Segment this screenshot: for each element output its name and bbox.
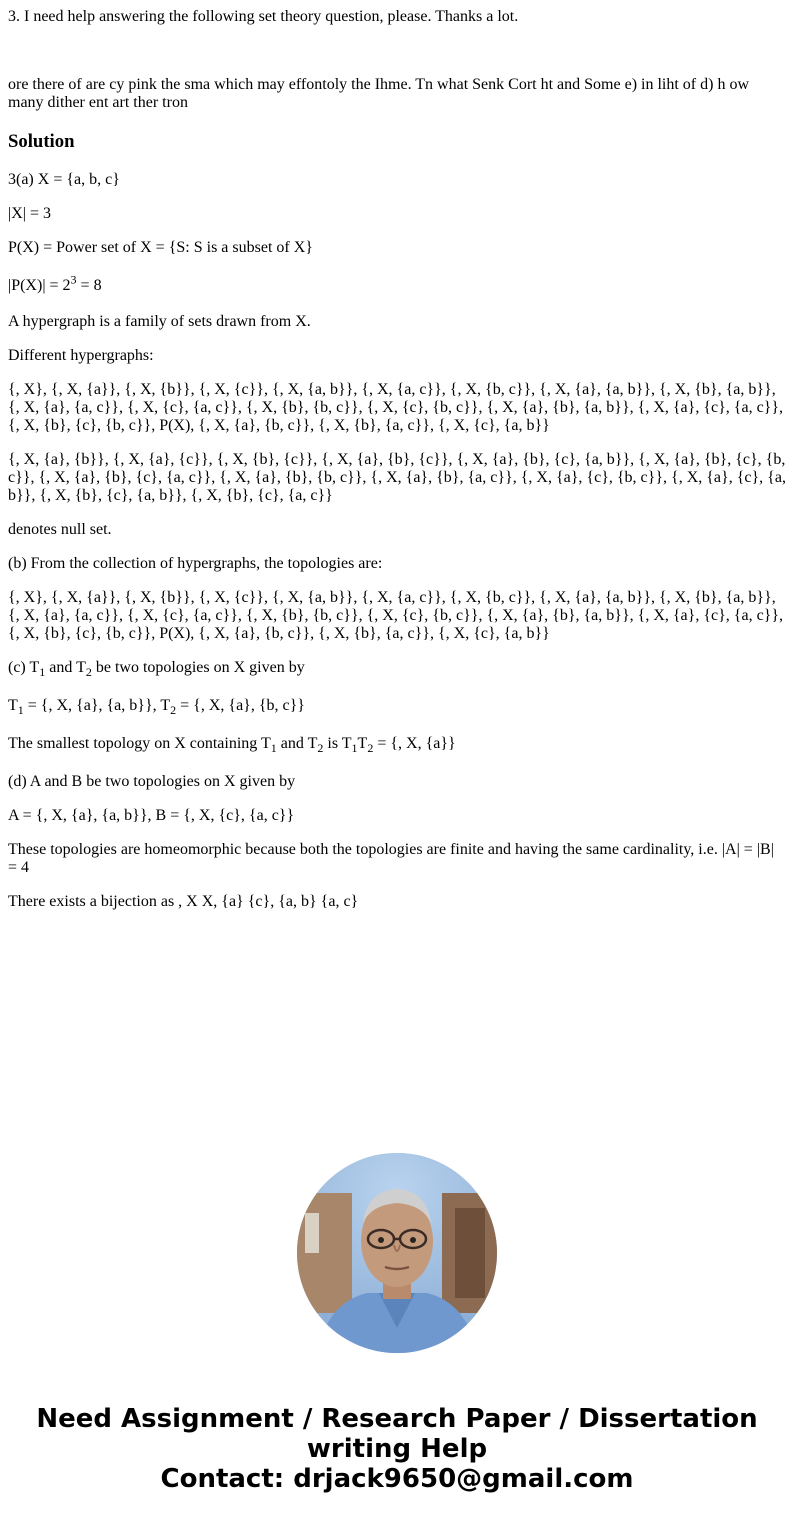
- footer-line-1: Need Assignment / Research Paper / Dissertation: [36, 1404, 758, 1434]
- part-b-intro: (b) From the collection of hypergraphs, the topologies are:: [8, 555, 383, 572]
- tutor-portrait: [297, 1153, 497, 1353]
- topology-list: {, X}, {, X, {a}}, {, X, {b}}, {, X, {c}}, {, X, {a, b}}, {, X, {a, c}}, {, X, {b, c}}, {, X, {a}, {a, b}}, {, X, {b}, {a, b}}, {, X, {a}, {a, c}}, {, X, {c}, {a, c}}, {, X, {b}, {b, c}}, {, X, {c}, {b, c}}, {, X, {a}, {b}, {a, b}}, {, X, {a}, {c}, {a, c}}, {, X, {b}, {c}, {b, c}}, P(X), {, X, {a}, {b, c}}, {, X, {b}, {a, c}}, {, X, {c}, {a, b}}: [8, 589, 784, 642]
- question-title: 3. I need help answering the following set theory question, please. Thanks a lot.: [8, 8, 519, 25]
- part-d-intro: (d) A and B be two topologies on X given by: [8, 773, 296, 790]
- hypergraph-list-2: {, X, {a}, {b}}, {, X, {a}, {c}}, {, X, {b}, {c}}, {, X, {a}, {b}, {c}}, {, X, {a}, {b}, {c}, {a, b}}, {, X, {a}, {b}, {c}, {b, c}}, {, X, {a}, {b}, {c}, {a, c}}, {, X, {a}, {b}, {b, c}}, {, X, {a}, {b}, {a, c}}, {, X, {a}, {c}, {b, c}}, {, X, {a}, {c}, {a, b}}, {, X, {b}, {c}, {a, b}}, {, X, {b}, {c}, {a, c}}: [8, 451, 786, 504]
- different-hypergraphs-label: Different hypergraphs:: [8, 347, 154, 364]
- solution-heading: Solution: [8, 131, 75, 152]
- part-a-set: 3(a) X = {a, b, c}: [8, 171, 120, 188]
- part-c-smallest-topology: The smallest topology on X containing $T_1$ and $T_2$ is $T_1T_2$ = {, X, {a}}: [8, 735, 456, 756]
- hypergraph-list-1: {, X}, {, X, {a}}, {, X, {b}}, {, X, {c}}, {, X, {a, b}}, {, X, {a, c}}, {, X, {b, c}}, {, X, {a}, {a, b}}, {, X, {b}, {a, b}}, {, X, {a}, {a, c}}, {, X, {c}, {a, c}}, {, X, {b}, {b, c}}, {, X, {c}, {b, c}}, {, X, {a}, {b}, {a, b}}, {, X, {a}, {c}, {a, c}}, {, X, {b}, {c}, {b, c}}, P(X), {, X, {a}, {b, c}}, {, X, {b}, {a, c}}, {, X, {c}, {a, b}}: [8, 381, 784, 434]
- part-c-topologies: $T_1$ = {, X, {a}, {a, b}}, $T_2$ = {, X, {a}, {b, c}}: [8, 697, 305, 718]
- part-d-sets: A = {, X, {a}, {a, b}}, B = {, X, {c}, {a, c}}: [8, 807, 295, 824]
- null-set-note: denotes null set.: [8, 521, 112, 538]
- footer-promo: [0, 1404, 794, 1494]
- hypergraph-definition: A hypergraph is a family of sets drawn from X.: [8, 313, 311, 330]
- part-a-cardinality: |X| = 3: [8, 205, 51, 222]
- tutor-avatar: [297, 1153, 497, 1353]
- part-d-homeomorphic: These topologies are homeomorphic because both the topologies are finite and having the same cardinality, i.e. |A| = |B| = 4: [8, 841, 774, 876]
- part-c-intro: (c) $T_1$ and $T_2$ be two topologies on X given by: [8, 659, 305, 680]
- part-a-power-set: P(X) = Power set of X = {S: S is a subset of X}: [8, 239, 313, 256]
- question-garbled-text: ore there of are cy pink the sma which may effontoly the Ihme. Tn what Senk Cort ht and Some e) in liht of d) h ow many dither ent art ther tron: [8, 76, 750, 111]
- part-a-power-cardinality: $|P(X)| = 2^3 = 8$: [8, 272, 102, 294]
- footer-line-2: writing Help: [306, 1434, 488, 1464]
- footer-contact: Contact: drjack9650@gmail.com: [160, 1464, 634, 1494]
- part-d-bijection: There exists a bijection as , X X, {a} {c}, {a, b} {a, c}: [8, 893, 359, 910]
